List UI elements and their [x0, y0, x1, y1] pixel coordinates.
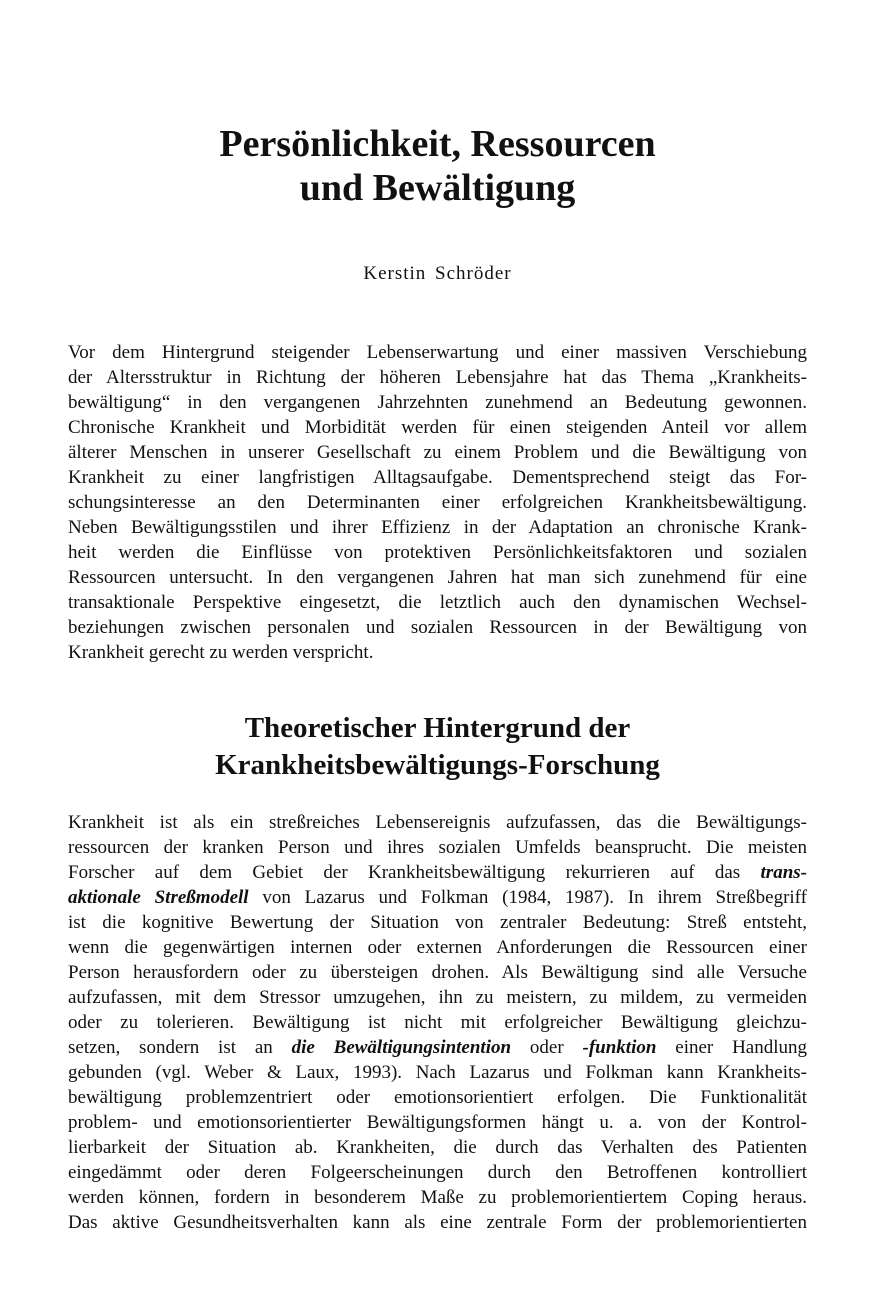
body-line: Das aktive Gesundheitsverhalten kann als eine zentrale Form der problemorientierten: [68, 1212, 807, 1233]
body-line: [68, 860, 807, 885]
abstract-line: Vor dem Hintergrund steigender Lebenserwartung und einer massiven Verschiebung: [68, 342, 807, 363]
body-line: gebunden (vgl. Weber & Laux, 1993). Nach Lazarus und Folkman kann Krankheits-: [68, 1062, 807, 1083]
emphasis-term: die Bewältigungsintention: [291, 1037, 512, 1058]
section-heading: [68, 710, 807, 784]
abstract-line: beziehungen zwischen personalen und sozialen Ressourcen in der Bewältigung von: [68, 617, 807, 638]
body-line: [68, 1035, 807, 1060]
abstract-line: Ressourcen untersucht. In den vergangenen Jahren hat man sich zunehmend für eine: [68, 567, 807, 588]
body-line: wenn die gegenwärtigen internen oder externen Anforderungen die Ressourcen einer: [68, 937, 807, 958]
body-line: Person herausfordern oder zu übersteigen drohen. Als Bewältigung sind alle Versuche: [68, 962, 807, 983]
body-line: ist die kognitive Bewertung der Situation von zentraler Bedeutung: Streß entsteht,: [68, 912, 807, 933]
abstract-line: Krankheit gerecht zu werden verspricht.: [68, 642, 374, 663]
title-line-2: und Bewältigung: [299, 167, 576, 209]
body-text: von Lazarus und Folkman (1984, 1987). In ihrem Streßbegriff: [248, 887, 807, 908]
abstract-line: Chronische Krankheit und Morbidität werden für einen steigenden Anteil vor allem: [68, 417, 807, 438]
body-paragraph: [68, 810, 807, 1235]
body-line: [68, 885, 807, 910]
emphasis-term: -funktion: [582, 1037, 657, 1058]
paper-title: [68, 122, 807, 210]
body-line: werden können, fordern in besonderem Maße zu problemorientiertem Coping heraus.: [68, 1187, 807, 1208]
abstract-line: der Altersstruktur in Richtung der höheren Lebensjahre hat das Thema „Krankheits-: [68, 367, 807, 388]
section-heading-line-1: Theoretischer Hintergrund der: [244, 712, 631, 744]
body-line: problem- und emotionsorientierter Bewältigungsformen hängt u. a. von der Kontrol-: [68, 1112, 807, 1133]
body-text: oder: [511, 1037, 583, 1058]
title-line-1: Persönlichkeit, Ressourcen: [219, 123, 656, 165]
abstract-line: heit werden die Einflüsse von protektiven Persönlichkeitsfaktoren und sozialen: [68, 542, 807, 563]
body-text: Forscher auf dem Gebiet der Krankheitsbewältigung rekurrieren auf das: [68, 862, 761, 883]
body-line: eingedämmt oder deren Folgeerscheinungen durch den Betroffenen kontrolliert: [68, 1162, 807, 1183]
body-line: Krankheit ist als ein streßreiches Lebensereignis aufzufassen, das die Bewältigungs-: [68, 812, 807, 833]
emphasis-term: trans-: [760, 862, 807, 883]
abstract-line: schungsinteresse an den Determinanten einer erfolgreichen Krankheitsbewältigung.: [68, 492, 807, 513]
emphasis-term: aktionale Streßmodell: [68, 887, 249, 908]
body-line: bewältigung problemzentriert oder emotionsorientiert erfolgen. Die Funktionalität: [68, 1087, 807, 1108]
body-line: oder zu tolerieren. Bewältigung ist nicht mit erfolgreicher Bewältigung gleichzu-: [68, 1012, 807, 1033]
abstract-line: Neben Bewältigungsstilen und ihrer Effizienz in der Adaptation an chronische Krank-: [68, 517, 807, 538]
body-text: einer Handlung: [656, 1037, 808, 1058]
abstract-paragraph: [68, 340, 807, 665]
body-line: lierbarkeit der Situation ab. Krankheiten, die durch das Verhalten des Patienten: [68, 1137, 807, 1158]
abstract-line: bewältigung“ in den vergangenen Jahrzehnten zunehmend an Bedeutung gewonnen.: [68, 392, 807, 413]
body-text: setzen, sondern ist an: [68, 1037, 292, 1058]
abstract-line: älterer Menschen in unserer Gesellschaft zu einem Problem und die Bewältigung von: [68, 442, 807, 463]
abstract-line: transaktionale Perspektive eingesetzt, die letztlich auch den dynamischen Wechsel-: [68, 592, 807, 613]
abstract-line: Krankheit zu einer langfristigen Alltagsaufgabe. Dementsprechend steigt das For-: [68, 467, 807, 488]
body-line: ressourcen der kranken Person und ihres sozialen Umfelds beansprucht. Die meisten: [68, 837, 807, 858]
author-name: Kerstin Schröder: [363, 263, 512, 284]
section-heading-line-2: Krankheitsbewältigungs-Forschung: [215, 749, 660, 781]
body-line: aufzufassen, mit dem Stressor umzugehen, ihn zu meistern, zu mildem, zu vermeiden: [68, 987, 807, 1008]
